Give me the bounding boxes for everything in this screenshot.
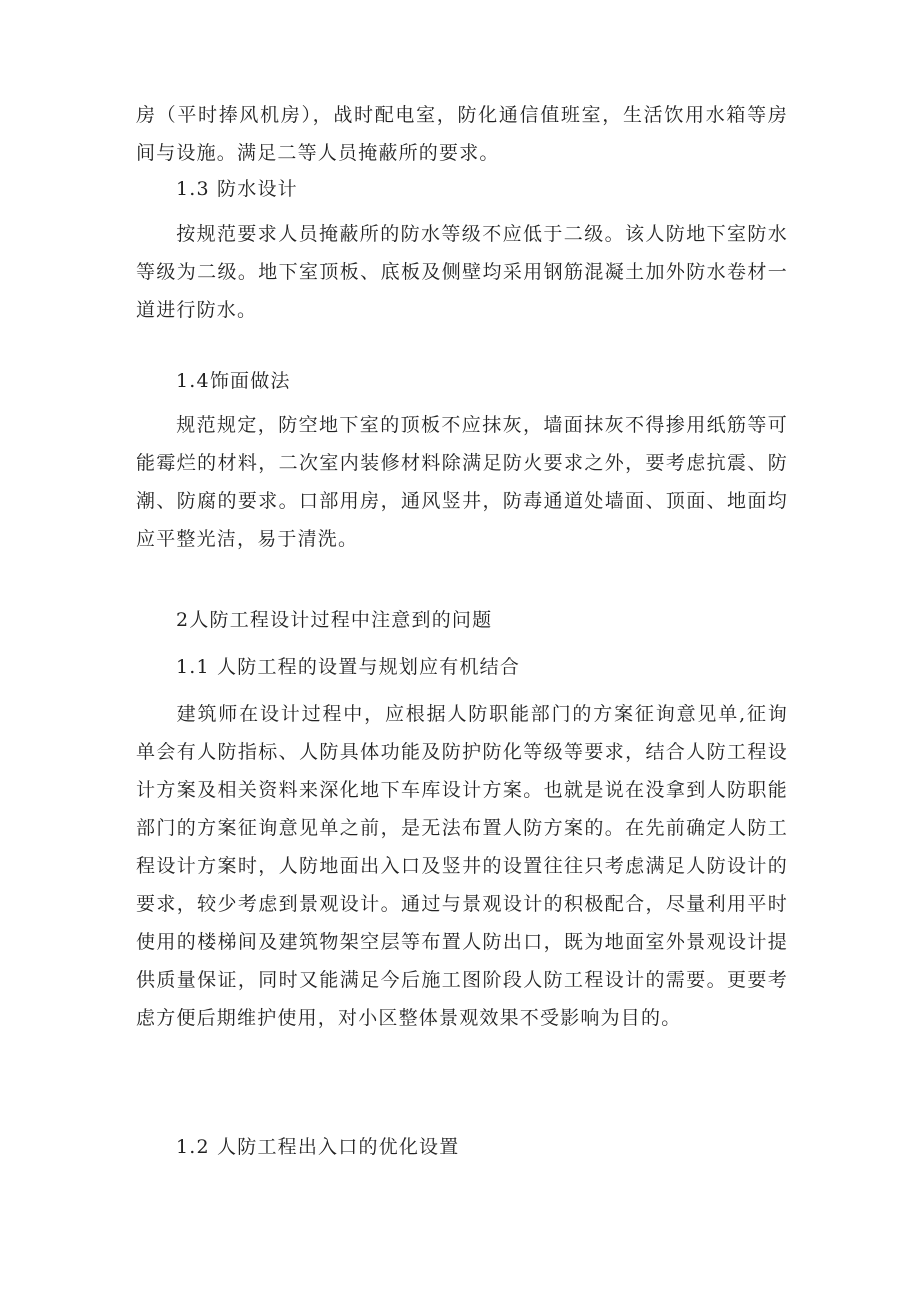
paragraph-continued-rooms: 房（平时捧风机房），战时配电室，防化通信值班室，生活饮用水箱等房间与设施。满足二等人员掩蔽所的要求。: [136, 104, 788, 164]
heading-1-2-entrances: 1.2 人防工程出入口的优化设置: [176, 1136, 460, 1158]
paragraph-waterproofing: [136, 215, 788, 329]
heading-2-design-issues: 2人防工程设计过程中注意到的问题: [176, 609, 493, 631]
paragraph-planning-text: 建筑师在设计过程中，应根据人防职能部门的方案征询意见单,征询单会有人防指标、人防具体功能及防护防化等级等要求，结合人防工程设计方案及相关资料来深化地下车库设计方案。也就是说在没拿到人防职能部门的方案征询意见单之前，是无法布置人防方案的。在先前确定人防工程设计方案时，人防地面出入口及竖井的设置往往只考虑满足人防设计的要求，较少考虑到景观设计。通过与景观设计的积极配合，尽量利用平时使用的楼梯间及建筑物架空层等布置人防出口，既为地面室外景观设计提供质量保证，同时又能满足今后施工图阶段人防工程设计的需要。更要考虑方便后期维护使用，对小区整体景观效果不受影响为目的。: [136, 703, 788, 1029]
paragraph-finishes-text: 规范规定，防空地下室的顶板不应抹灰，墙面抹灰不得掺用纸筋等可能霉烂的材料，二次室内装修材料除满足防火要求之外，要考虑抗震、防潮、防腐的要求。口部用房，通风竖井，防毒通道处墙面、顶面、地面均应平整光洁，易于清洗。: [136, 414, 788, 550]
heading-1-4-finishes: 1.4饰面做法: [176, 370, 291, 392]
paragraph-planning: [136, 695, 788, 1037]
heading-1-3-waterproofing: 1.3 防水设计: [176, 178, 298, 200]
paragraph-finishes: [136, 406, 788, 558]
heading-1-1-planning: 1.1 人防工程的设置与规划应有机结合: [176, 656, 521, 678]
paragraph-waterproofing-text: 按规范要求人员掩蔽所的防水等级不应低于二级。该人防地下室防水等级为二级。地下室顶板、底板及侧壁均采用钢筋混凝土加外防水卷材一道进行防水。: [136, 223, 788, 321]
